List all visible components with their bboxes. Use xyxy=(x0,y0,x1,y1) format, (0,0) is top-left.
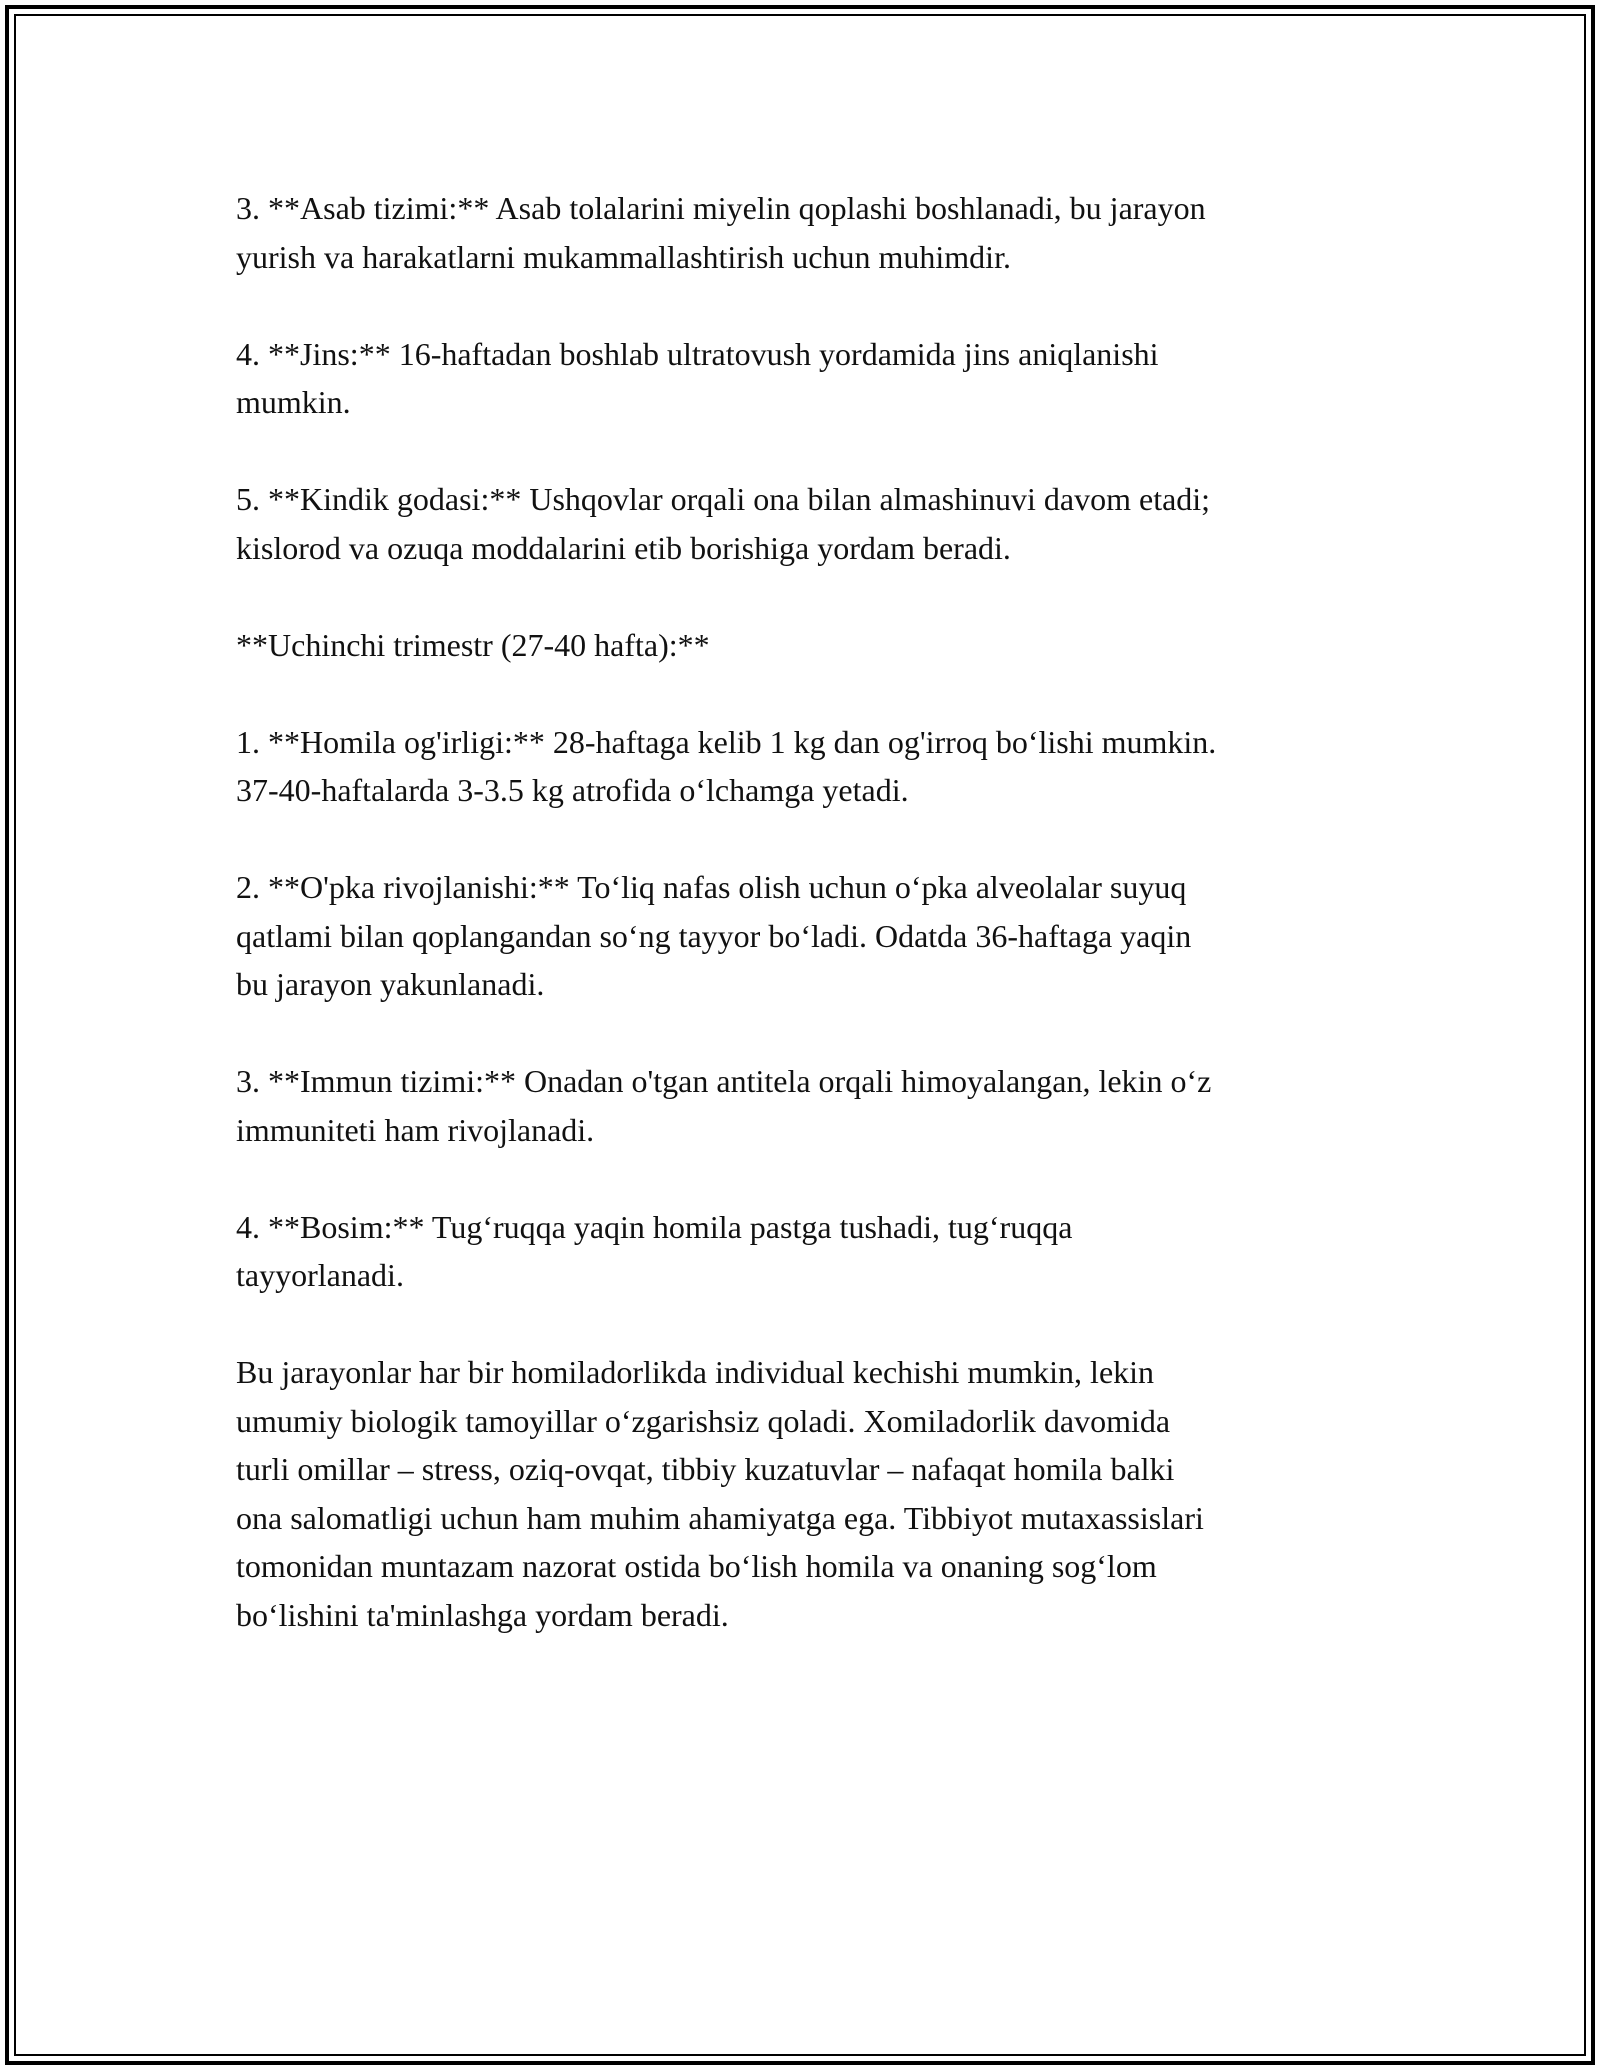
paragraph-bosim xyxy=(236,1203,1366,1300)
text-line: 5. **Kindik godasi:** Ushqovlar orqali ona bilan almashinuvi davom etadi; xyxy=(236,481,1211,517)
text-line: 2. **O'pka rivojlanishi:** To‘liq nafas olish uchun o‘pka alveolalar suyuq xyxy=(236,869,1187,905)
text-line: 4. **Jins:** 16-haftadan boshlab ultratovush yordamida jins aniqlanishi xyxy=(236,335,1159,372)
paragraph-jins xyxy=(236,330,1366,427)
text-line: **Uchinchi trimestr (27-40 hafta):** xyxy=(236,626,710,663)
text-line: 1. **Homila og'irligi:** 28-haftaga kelib 1 kg dan og'irroq bo‘lishi mumkin. xyxy=(236,723,1217,760)
paragraph-opka-rivojlanishi xyxy=(236,863,1366,1009)
paragraph-immun-tizimi xyxy=(236,1057,1366,1154)
text-line: yurish va harakatlarni mukammallashtirish uchun muhimdir. xyxy=(236,238,1011,275)
text-line: Bu jarayonlar har bir homiladorlikda individual kechishi mumkin, lekin xyxy=(236,1354,1155,1390)
text-line: tayyorlanadi. xyxy=(236,1257,404,1293)
paragraph-homila-ogirligi xyxy=(236,718,1366,815)
paragraph-asab-tizimi xyxy=(236,184,1366,281)
paragraph-conclusion xyxy=(236,1348,1366,1639)
text-line: 4. **Bosim:** Tug‘ruqqa yaqin homila pastga tushadi, tug‘ruqqa xyxy=(236,1208,1073,1245)
text-line: ona salomatligi uchun ham muhim ahamiyatga ega. Tibbiyot mutaxassislari xyxy=(236,1499,1204,1536)
text-line: umumiy biologik tamoyillar o‘zgarishsiz qoladi. Xomiladorlik davomida xyxy=(236,1402,1171,1439)
text-line: 3. **Asab tizimi:** Asab tolalarini miyelin qoplashi boshlanadi, bu jarayon xyxy=(236,190,1206,226)
text-line: 3. **Immun tizimi:** Onadan o'tgan antitela orqali himoyalangan, lekin o‘z xyxy=(236,1063,1212,1099)
text-line: immuniteti ham rivojlanadi. xyxy=(236,1111,595,1148)
text-line: 37-40-haftalarda 3-3.5 kg atrofida o‘lchamga yetadi. xyxy=(236,772,909,808)
text-line: kislorod va ozuqa moddalarini etib borishiga yordam beradi. xyxy=(236,529,1011,566)
text-line: turli omillar – stress, oziq-ovqat, tibbiy kuzatuvlar – nafaqat homila balki xyxy=(236,1451,1175,1487)
text-line: mumkin. xyxy=(236,384,351,420)
text-line: tomonidan muntazam nazorat ostida bo‘lish homila va onaning sog‘lom xyxy=(236,1548,1157,1584)
text-line: qatlami bilan qoplangandan so‘ng tayyor bo‘ladi. Odatda 36-haftaga yaqin xyxy=(236,917,1192,954)
paragraph-kindik-godasi xyxy=(236,475,1366,572)
text-line: bu jarayon yakunlanadi. xyxy=(236,966,545,1002)
document-body xyxy=(236,184,1366,1688)
section-heading-third-trimester xyxy=(236,621,1366,670)
text-line: bo‘lishini ta'minlashga yordam beradi. xyxy=(236,1596,729,1633)
